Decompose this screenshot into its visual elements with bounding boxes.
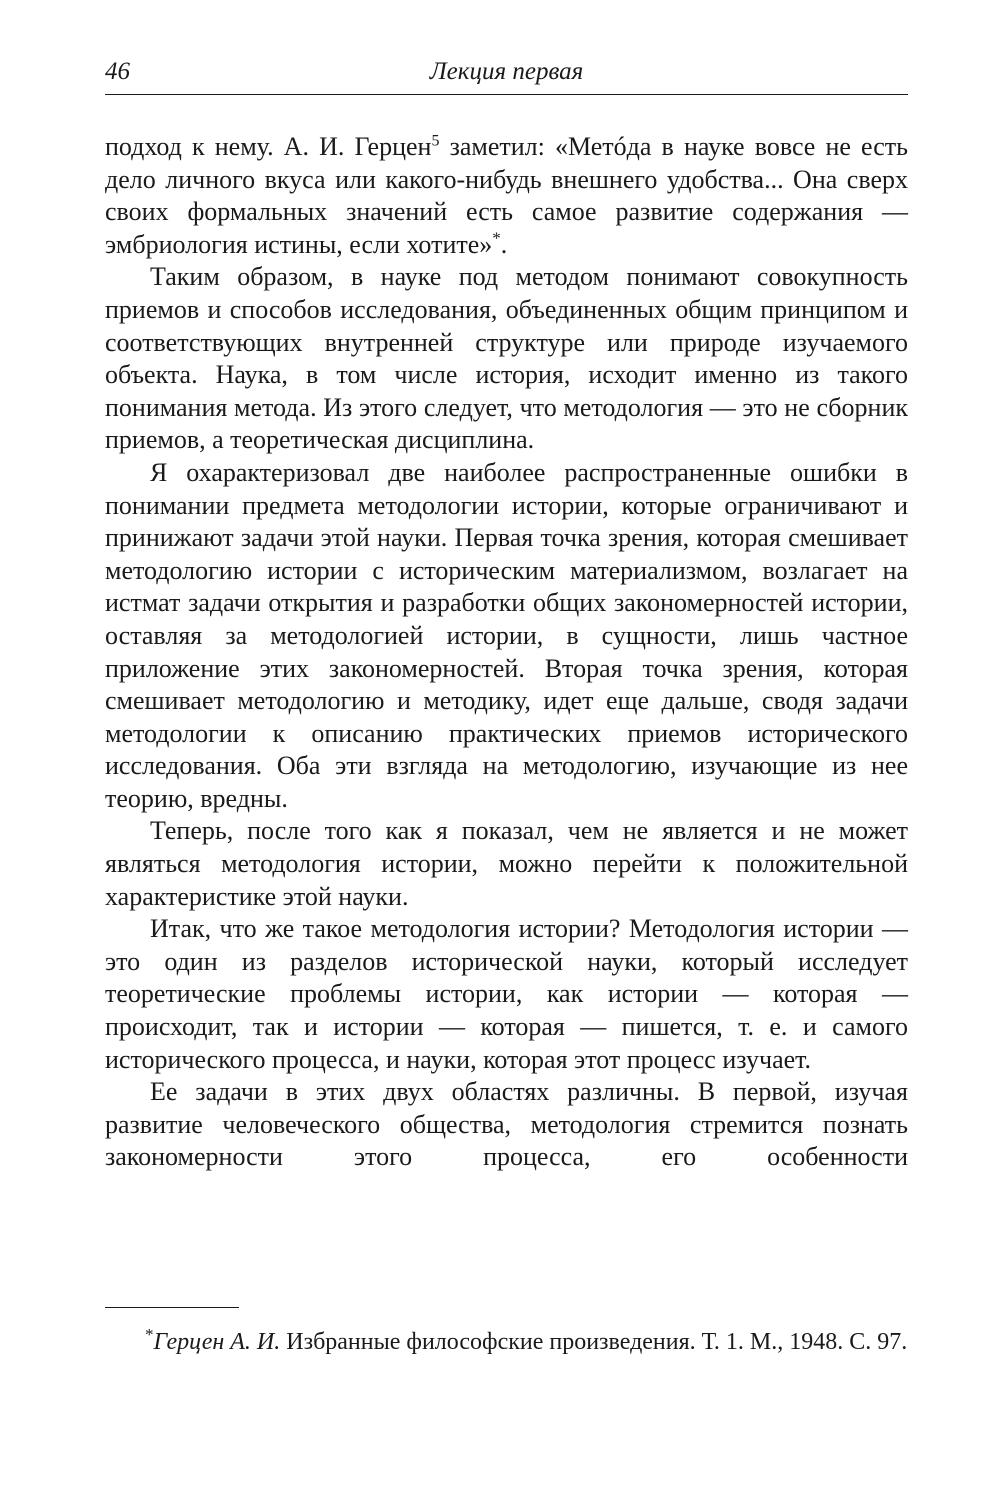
paragraph-3: Я охарактеризовал две наиболее распространенные ошибки в понимании предмета методологии истории, которые ограничивают и принижают задачи этой науки. Первая точка зрения, которая смешивает методологию истории с историческим материализмом, возлагает на истмат задачи открытия и разработки общих закономерностей истории, оставляя за методологией истории, в сущности, лишь частное приложение этих закономерностей. Вторая точка зрения, которая смешивает методологию и методику, идет еще дальше, сводя задачи методологии к описанию практических приемов исторического исследования. Оба эти взгляда на методологию, изучающие из нее теорию, вредны. xyxy=(105,457,908,813)
footnote-author: Герцен А. И. xyxy=(153,1329,281,1355)
paragraph-5: Итак, что же такое методология истории? Методология истории — это один из разделов исторической науки, который исследует теоретические проблемы истории, как истории — которая — происходит, так и истории — которая — пишется, т. е. и самого исторического процесса, и науки, которая этот процесс изучает. xyxy=(105,914,908,1074)
paragraph-1-part-c: . xyxy=(500,229,508,259)
paragraph-1-part-a: подход к нему. А. И. Герцен xyxy=(105,132,432,161)
header-divider xyxy=(105,94,908,95)
endnote-reference: 5 xyxy=(431,132,440,150)
footnote-divider xyxy=(105,1307,239,1308)
paragraph-2: Таким образом, в науке под методом понимают совокупность приемов и способов исследования, объединенных общим принципом и соответствующих внутренней структуре или природе изучаемого объекта. Наука, в том числе история, исходит именно из такого понимания метода. Из этого следует, что методология — это не сборник приемов, а теоретическая дисциплина. xyxy=(105,262,908,455)
main-text xyxy=(105,131,908,1174)
running-header xyxy=(105,58,908,90)
paragraph-1-part-b: заметил: «Метóда в науке вовсе не есть дело личного вкуса или какого-нибудь внешнего удобства... Она сверх своих формальных значений есть самое развитие содержания — эмбриология истины, если хотите» xyxy=(105,132,908,259)
footnote-reference: * xyxy=(492,228,501,248)
footnote-text xyxy=(105,1327,908,1358)
paragraph-6: Ее задачи в этих двух областях различны. В первой, изучая развитие человеческого общества, методология стремится познать закономерности этого процесса, его особенности xyxy=(105,1077,908,1172)
paragraph-1 xyxy=(105,131,908,261)
paragraph-4: Теперь, после того как я показал, чем не является и не может являться методология истории, можно перейти к положительной характеристике этой науки. xyxy=(105,816,908,911)
running-title: Лекция первая xyxy=(429,58,584,85)
footnote xyxy=(105,1327,908,1358)
footnote-citation: Избранные философские произведения. Т. 1. М., 1948. С. 97. xyxy=(280,1329,908,1355)
footnote-mark: * xyxy=(145,1325,154,1344)
page-number: 46 xyxy=(105,58,130,85)
